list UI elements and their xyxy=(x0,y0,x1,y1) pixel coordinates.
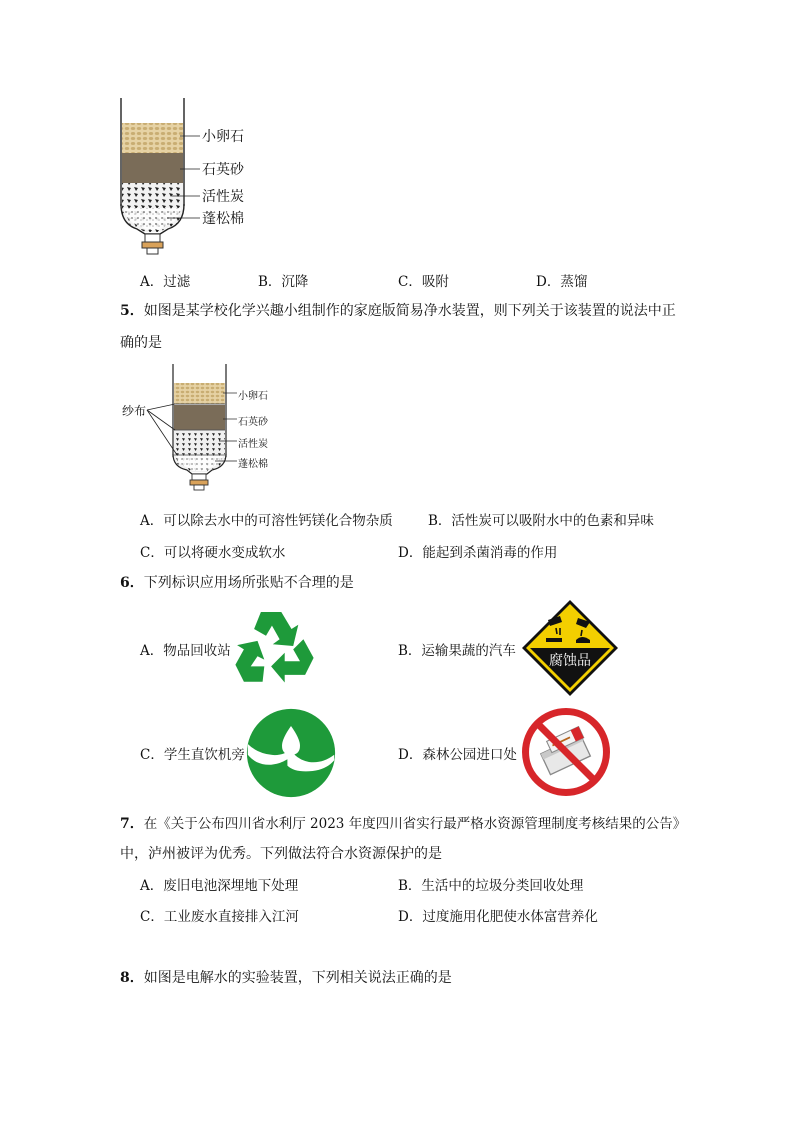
q5-stem-line2: 确的是 xyxy=(120,335,162,351)
option-text: 生活中的垃圾分类回收处理 xyxy=(421,878,584,894)
filter2-label-carbon: 活性炭 xyxy=(238,439,268,450)
question-text: 下列标识应用场所张贴不合理的是 xyxy=(143,575,354,591)
q6-option-c[interactable] xyxy=(140,743,245,763)
question-number: 8． xyxy=(120,970,144,986)
option-letter: B． xyxy=(258,274,282,290)
quartz-sand-layer xyxy=(122,153,183,183)
option-text: 蒸馏 xyxy=(560,274,588,290)
option-text: 废旧电池深埋地下处理 xyxy=(163,878,299,894)
recycle-icon xyxy=(232,602,317,690)
option-letter: A． xyxy=(140,878,164,894)
q8-stem xyxy=(120,967,452,987)
option-text: 吸附 xyxy=(421,274,449,290)
option-letter: C． xyxy=(140,909,164,925)
filter1-label-carbon: 活性炭 xyxy=(202,189,244,205)
filter1-label-pebble: 小卵石 xyxy=(202,129,244,145)
option-text: 工业废水直接排入江河 xyxy=(163,909,299,925)
option-letter: D． xyxy=(398,909,423,925)
option-text: 能起到杀菌消毒的作用 xyxy=(422,545,558,561)
option-text: 过度施用化肥使水体富营养化 xyxy=(422,909,598,925)
option-text: 物品回收站 xyxy=(163,643,231,659)
no-matches-icon xyxy=(522,708,610,796)
q5-option-c[interactable] xyxy=(140,541,285,561)
option-letter: D． xyxy=(398,747,423,763)
q7-stem-line2: 中，泸州被评为优秀。下列做法符合水资源保护的是 xyxy=(120,846,442,862)
q7-option-a[interactable] xyxy=(140,874,298,894)
option-letter: C． xyxy=(398,274,422,290)
q7-stem-line1 xyxy=(120,812,686,833)
option-text: 活性炭可以吸附水中的色素和异味 xyxy=(451,513,654,529)
option-letter: B． xyxy=(428,513,452,529)
option-letter: C． xyxy=(140,747,164,763)
option-text: 学生直饮机旁 xyxy=(163,747,245,763)
question-number: 5． xyxy=(120,303,144,319)
option-letter: C． xyxy=(140,545,164,561)
q5-stem-line1 xyxy=(120,300,676,320)
water-filter-diagram-1 xyxy=(112,96,282,256)
option-letter: A． xyxy=(140,274,164,290)
pebble-layer xyxy=(122,123,183,153)
option-letter: D． xyxy=(398,545,423,561)
q7-option-c[interactable] xyxy=(140,905,299,925)
option-text: 可以除去水中的可溶性钙镁化合物杂质 xyxy=(163,513,393,529)
option-letter: A． xyxy=(140,643,164,659)
q7-option-d[interactable] xyxy=(398,905,598,925)
q6-option-a[interactable] xyxy=(140,639,231,659)
option-text: 森林公园进口处 xyxy=(422,747,517,763)
corrosive-icon xyxy=(520,598,620,698)
q4-option-a[interactable] xyxy=(140,270,190,290)
q6-option-d[interactable] xyxy=(398,743,517,763)
option-text: 可以将硬水变成软水 xyxy=(163,545,286,561)
filter2-label-pebble: 小卵石 xyxy=(238,391,268,402)
q4-option-d[interactable] xyxy=(536,270,587,290)
filter1-label-cotton: 蓬松棉 xyxy=(202,211,244,227)
filter1-label-quartz: 石英砂 xyxy=(202,162,244,178)
q5-option-d[interactable] xyxy=(398,541,557,561)
filter2-label-cotton: 蓬松棉 xyxy=(238,459,268,470)
q4-option-c[interactable] xyxy=(398,270,449,290)
q7-option-b[interactable] xyxy=(398,874,583,894)
question-text: 在《关于公布四川省水利厅 2023 年度四川省实行最严格水资源管理制度考核结果的公告》 xyxy=(143,816,687,832)
filter2-cloth-label: 纱布 xyxy=(122,404,147,418)
q5-option-b[interactable] xyxy=(428,509,654,529)
water-filter-drawing-2 xyxy=(115,362,295,494)
water-saving-icon xyxy=(246,708,336,798)
option-text: 过滤 xyxy=(163,274,191,290)
q4-option-b[interactable] xyxy=(258,270,308,290)
filter2-label-quartz: 石英砂 xyxy=(238,417,268,428)
q5-option-a[interactable] xyxy=(140,509,393,529)
water-filter-diagram-2 xyxy=(115,362,295,494)
water-filter-drawing-1 xyxy=(112,96,282,256)
option-letter: D． xyxy=(536,274,561,290)
question-number: 7． xyxy=(120,816,144,832)
option-text: 沉降 xyxy=(281,274,309,290)
option-letter: A． xyxy=(140,513,164,529)
q6-stem xyxy=(120,572,354,592)
option-text: 运输果蔬的汽车 xyxy=(421,643,516,659)
question-number: 6． xyxy=(120,575,144,591)
option-letter: B． xyxy=(398,878,422,894)
q6-option-b[interactable] xyxy=(398,639,516,659)
option-letter: B． xyxy=(398,643,422,659)
question-text: 如图是电解水的实验装置，下列相关说法正确的是 xyxy=(143,970,452,986)
corrosive-sign-text: 腐蚀品 xyxy=(549,653,591,669)
question-text: 如图是某学校化学兴趣小组制作的家庭版简易净水装置，则下列关于该装置的说法中正 xyxy=(143,303,676,319)
